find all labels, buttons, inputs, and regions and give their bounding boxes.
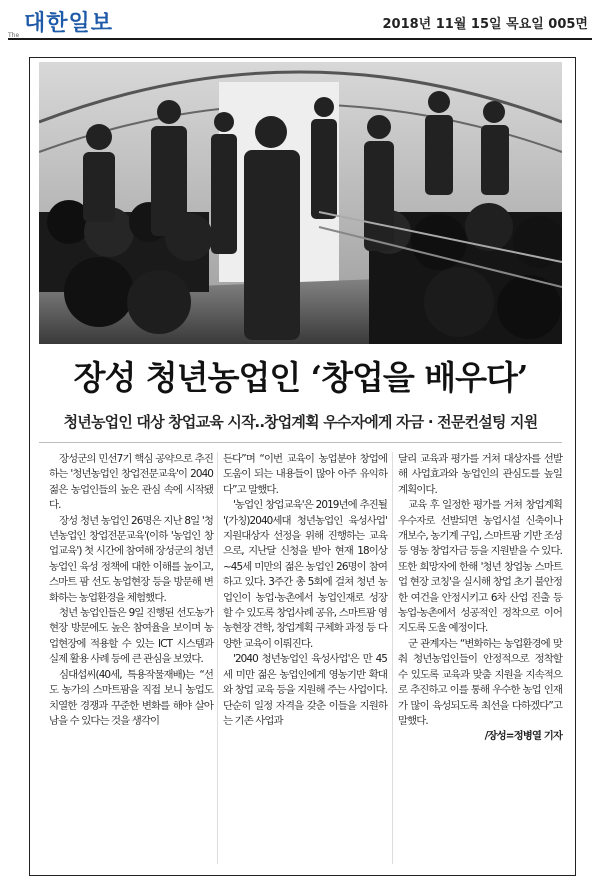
paragraph: 심대섭씨(40세, 특용작물재배)는 “선도 농가의 스마트팜을 직접 보니 농업도 치열한 경쟁과 꾸준한 변화를 해야 살아남을 수 있다는 것을 생각이 [49, 668, 213, 727]
paragraph: 청년 농업인들은 9일 진행된 선도농가 현장 방문에도 높은 참여율을 보이며 농업현장에 적용할 수 있는 ICT 시스템과 실제 활용 사례 등에 큰 관심을 보였다. [49, 607, 213, 666]
subheadline: 청년농업인 대상 창업교육 시작‥창업계획 우수자에게 자금 · 전문컨설팅 지원 [63, 413, 538, 431]
paragraph: 든다”며 “이번 교육이 농업분야 창업에 도움이 되는 내용들이 많아 아주 유익하다”고 말했다. [223, 453, 387, 496]
paper-name: 대한일보 [24, 11, 114, 36]
article-column-3 [398, 452, 562, 745]
article-photo [39, 62, 562, 344]
paragraph: 달리 교육과 평가를 거쳐 대상자를 선발해 사업효과와 농업인의 관심도를 높일 계획이다. [398, 453, 562, 496]
headline: 장성 청년농업인 ‘창업을 배우다’ [73, 358, 528, 397]
issue-date: 2018년 11월 15일 목요일 005면 [382, 17, 588, 32]
paragraph: 교육 후 일정한 평가를 거쳐 창업계획 우수자로 선발되면 농업시설 신축이나 개보수, 농기계 구입, 스마트팜 기반 조성 등 영농 창업자금 등을 지원받을 수 있다. 또한 희망자에 한해 '청년 창업농 스마트업 현장 코칭'을 실시해 창업 초기 불안정한 여건을 안정시키고 6차 산업 진출 등 농업·농촌에서 성공적인 정착으로 이어지도록 도울 예정이다. [398, 499, 562, 635]
article-column-1 [49, 452, 213, 729]
headline-divider [39, 442, 562, 443]
paragraph: 장성군의 민선7기 핵심 공약으로 추진하는 '청년농업인 창업전문교육'이 2040 젊은 농업인들의 높은 관심 속에 시작됐다. [49, 453, 213, 512]
masthead [8, 4, 592, 40]
column-divider [392, 452, 393, 864]
column-divider [217, 452, 218, 864]
article-column-2 [223, 452, 387, 729]
masthead-mark: The [8, 32, 20, 39]
photo-icon [39, 62, 562, 344]
paragraph: '2040 청년농업인 육성사업'은 만 45세 미만 젊은 농업인에게 영농기반 확대와 창업 교육 등을 지원해 주는 사업이다. 단순히 일정 자격을 갖춘 이들을 지원하는 기존 사업과 [223, 653, 387, 727]
paragraph: 장성 청년 농업인 26명은 지난 8일 '청년농업인 창업전문교육'(이하 '농업인 창업교육') 첫 시간에 참여해 장성군의 청년농업인 육성 정책에 대한 이해를 높이고, 스마트 팜 선도 농업현장 등을 방문해 변화하는 농업환경을 체험했다. [49, 514, 213, 604]
byline: /장성=정병열 기자 [484, 730, 562, 743]
paragraph: 군 관계자는 “변화하는 농업환경에 맞춰 청년농업인들이 안정적으로 정착할 수 있도록 교육과 맞춤 지원을 지속적으로 추진하고 이를 통해 우수한 농업 인재가 많이 육성되도록 최선을 다하겠다”고 말했다. [398, 637, 562, 727]
paragraph: '농업인 창업교육'은 2019년에 추진될 '(가칭)2040세대 청년농업인 육성사업' 지원대상자 선정을 위해 진행하는 교육으로, 지난달 신청을 받아 현재 18이상~45세 미만의 젊은 농업인 26명이 참여하고 있다. 3주간 총 5회에 걸쳐 청년 농업인이 농업·농촌에서 농업인재로 성장할 수 있도록 창업사례 공유, 스마트팜 영농현장 견학, 창업계획 구체화 과정 등 다양한 교육이 이뤄진다. [223, 499, 387, 650]
